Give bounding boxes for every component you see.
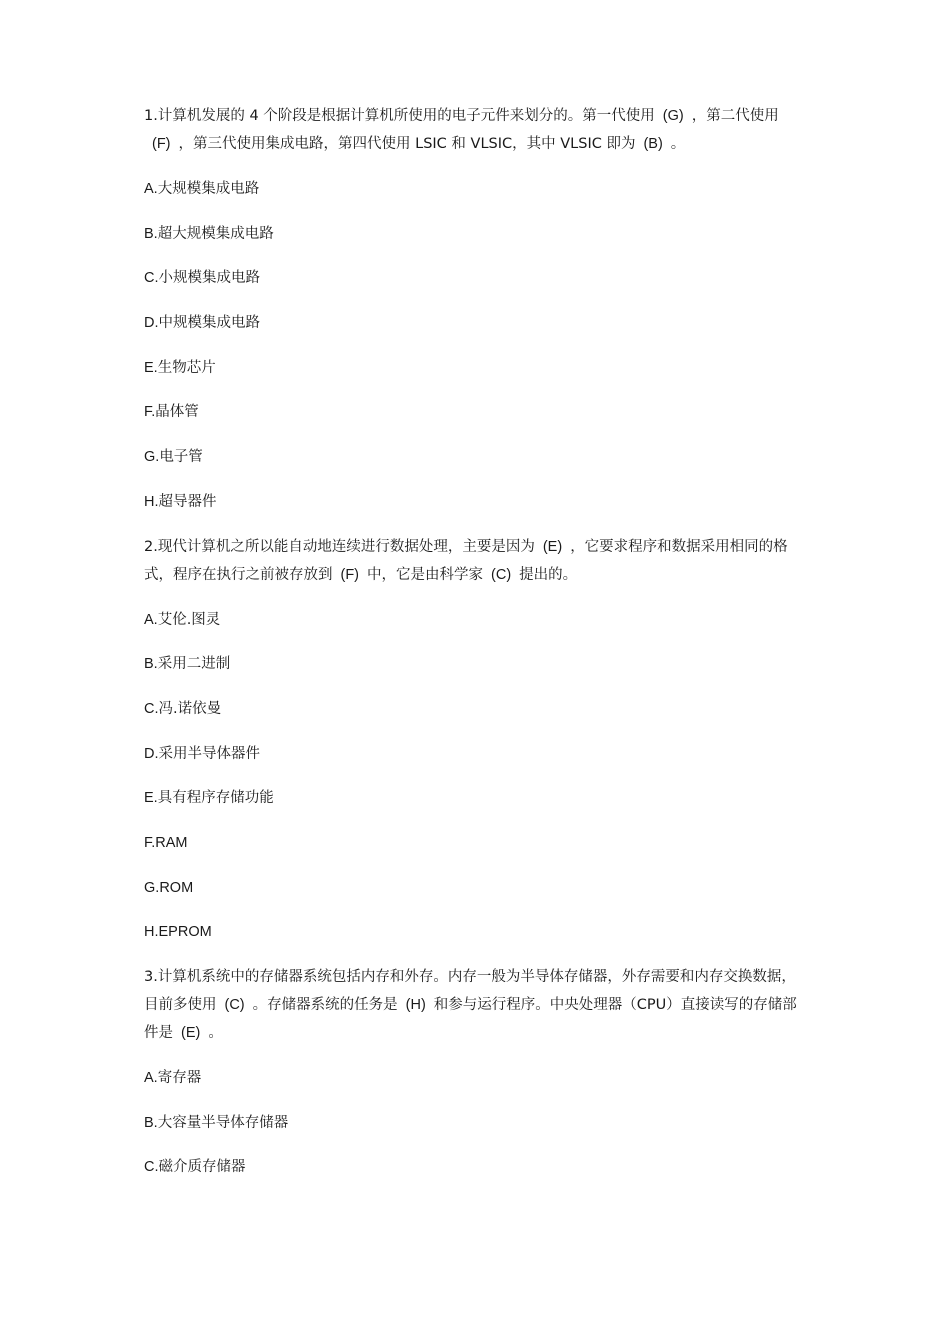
question-text: 。 (208, 1025, 223, 1041)
option-letter: E. (144, 359, 158, 376)
option-text: RAM (155, 834, 188, 851)
option-letter: C. (144, 270, 159, 287)
option-letter: C. (144, 1159, 159, 1176)
question-text: ，第三代使用集成电路，第四代使用 LSIC 和 VLSIC，其中 VLSIC 即为 (178, 136, 636, 152)
option-text: 寄存器 (157, 1070, 202, 1086)
option-text: 艾伦.图灵 (157, 611, 221, 628)
option-item (144, 740, 810, 768)
question-1-stem (144, 102, 810, 158)
option-text: 生物芯片 (157, 359, 216, 376)
option-item (144, 1064, 810, 1092)
option-letter: F. (144, 404, 156, 421)
option-item (144, 354, 810, 382)
question-text: ，第二代使用 (691, 108, 779, 124)
option-letter: G. (144, 449, 160, 466)
option-letter: H. (144, 493, 159, 510)
option-item (144, 309, 810, 337)
option-letter: B. (144, 656, 158, 673)
option-item (144, 488, 810, 516)
option-item (144, 874, 810, 902)
option-letter: F. (144, 834, 156, 851)
option-text: 超导器件 (158, 493, 217, 510)
question-number: 3. (144, 969, 158, 985)
option-item (144, 220, 810, 248)
option-text: 冯.诺依曼 (158, 700, 222, 717)
option-item (144, 1109, 810, 1137)
option-item (144, 918, 810, 946)
answer-blank: (E) (181, 1025, 201, 1041)
option-letter: A. (144, 181, 158, 197)
option-text: 采用二进制 (157, 656, 231, 673)
option-letter: G. (144, 879, 160, 896)
option-item (144, 829, 810, 857)
answer-blank: (C) (491, 566, 512, 583)
option-letter: D. (144, 745, 159, 762)
question-2-stem (144, 533, 810, 589)
option-text: 大规模集成电路 (157, 181, 260, 197)
answer-blank: (E) (542, 538, 563, 555)
option-letter: A. (144, 611, 158, 628)
option-item (144, 443, 810, 471)
question-number: 2. (144, 538, 158, 555)
option-text: 大容量半导体存储器 (157, 1114, 289, 1131)
option-text: 中规模集成电路 (158, 315, 260, 332)
option-text: 具有程序存储功能 (157, 790, 274, 807)
option-text: EPROM (158, 924, 212, 941)
question-text: 计算机发展的 4 个阶段是根据计算机所使用的电子元件来划分的。第一代使用 (157, 108, 655, 124)
answer-blank: (G) (662, 108, 684, 124)
answer-blank: (F) (340, 566, 360, 583)
option-text: 小规模集成电路 (158, 270, 260, 287)
option-text: ROM (159, 879, 194, 896)
option-item (144, 1153, 810, 1181)
answer-blank: (F) (152, 136, 171, 152)
option-letter: A. (144, 1070, 158, 1086)
question-text: 和参与运行程序。中央处理器（CPU）直接读写的存储部件是 (144, 997, 797, 1041)
question-3-stem (144, 963, 810, 1047)
option-item (144, 264, 810, 292)
question-text: 。 (670, 136, 686, 152)
question-text: 中，它是由科学家 (367, 566, 484, 583)
option-letter: B. (144, 225, 158, 242)
option-letter: D. (144, 315, 159, 332)
option-item (144, 175, 810, 203)
option-text: 电子管 (159, 449, 203, 466)
option-letter: B. (144, 1114, 158, 1131)
question-number: 1. (144, 108, 158, 124)
option-text: 采用半导体器件 (158, 745, 260, 762)
answer-blank: (C) (224, 997, 245, 1013)
question-text: ，它要求程序和数据采用相同的格式，程序在执行之前被存放到 (144, 538, 788, 583)
option-item (144, 606, 810, 634)
option-item (144, 650, 810, 678)
option-text: 磁介质存储器 (158, 1159, 246, 1176)
option-text: 超大规模集成电路 (157, 225, 274, 242)
question-text: 现代计算机之所以能自动地连续进行数据处理，主要是因为 (157, 538, 535, 555)
answer-blank: (B) (643, 136, 663, 152)
document-content (144, 102, 810, 1198)
option-item (144, 398, 810, 426)
option-item (144, 784, 810, 812)
option-letter: H. (144, 924, 159, 941)
option-letter: E. (144, 790, 158, 807)
question-text: 。存储器系统的任务是 (252, 997, 398, 1013)
question-text: 计算机系统中的存储器系统包括内存和外存。内存一般为半导体存储器，外存需要和内存交换数据，目前多使用 (144, 969, 796, 1013)
option-letter: C. (144, 700, 159, 717)
option-item (144, 695, 810, 723)
option-text: 晶体管 (155, 404, 199, 421)
answer-blank: (H) (405, 997, 426, 1013)
question-text: 提出的。 (519, 566, 578, 583)
